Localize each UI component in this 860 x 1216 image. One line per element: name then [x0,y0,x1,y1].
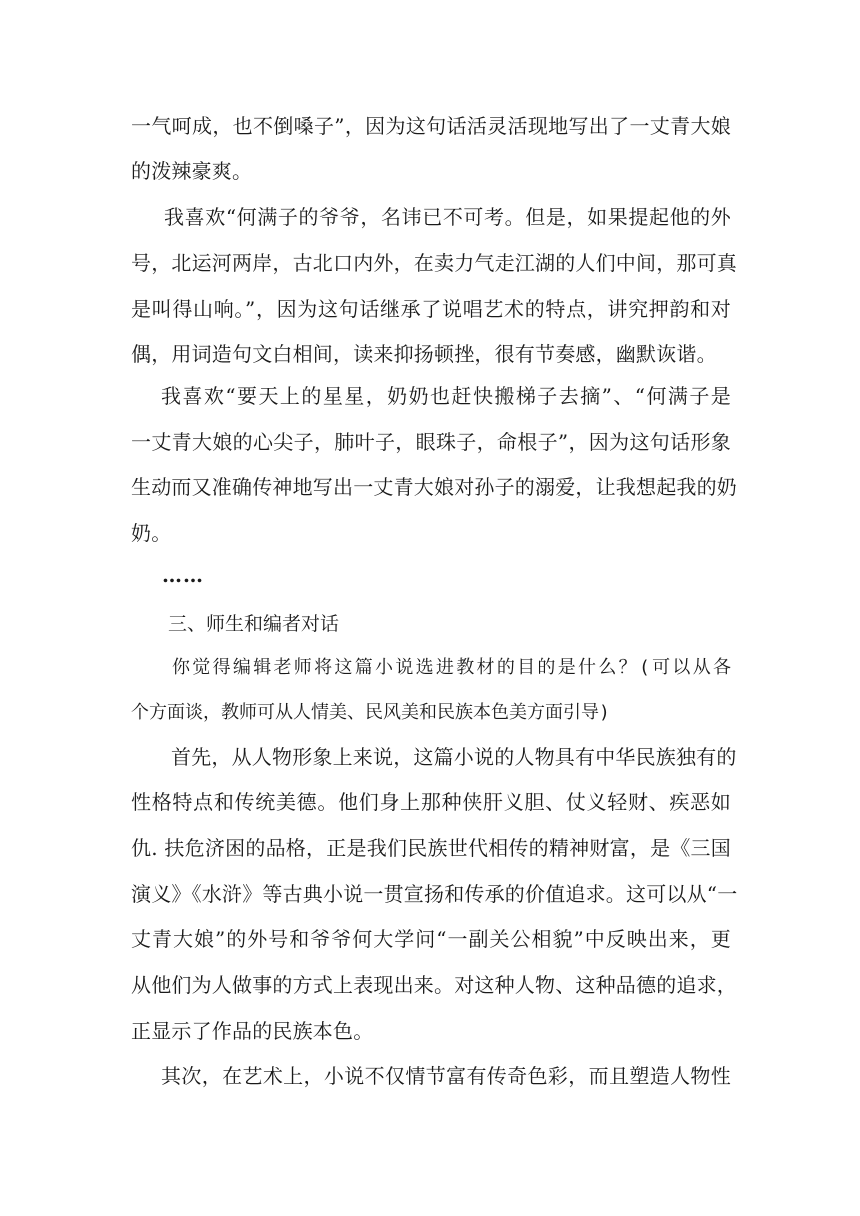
paragraph-2-line-3: 是叫得山响。”，因为这句话继承了说唱艺术的特点，讲究押韵和对 [131,297,731,321]
paragraph-1-line-2: 的泼辣豪爽。 [131,159,253,183]
paragraph-5-line-3: 仇. 扶危济困的品格，正是我们民族世代相传的精神财富，是《三国 [131,836,731,860]
paragraph-1-line-1: 一气呵成，也不倒嗓子”，因为这句话活灵活现地写出了一丈青大娘 [131,114,731,138]
paragraph-3-line-2: 一丈青大娘的心尖子，肺叶子，眼珠子，命根子”，因为这句话形象 [131,430,731,454]
paragraph-2-line-1: 我喜欢“何满子的爷爷，名讳已不可考。但是，如果提起他的外 [164,205,731,229]
paragraph-3-line-4: 奶。 [131,521,172,545]
paragraph-5-line-7: 正显示了作品的民族本色。 [131,1019,374,1043]
paragraph-4-line-1: 你觉得编辑老师将这篇小说选进教材的目的是什么？(可以从各 [172,657,731,678]
paragraph-5-line-5: 丈青大娘”的外号和爷爷何大学问“一副关公相貌”中反映出来，更 [131,927,731,951]
paragraph-5-line-6: 从他们为人做事的方式上表现出来。对这种人物、这种品德的追求， [131,973,737,997]
paragraph-3-line-1: 我喜欢“要天上的星星，奶奶也赶快搬梯子去摘”、“何满子是 [161,384,731,408]
ellipsis: …… [162,563,204,587]
paragraph-5-line-1: 首先，从人物形象上来说，这篇小说的人物具有中华民族独有的 [171,745,737,769]
paragraph-3-line-3: 生动而又准确传神地写出一丈青大娘对孙子的溺爱，让我想起我的奶 [131,475,737,499]
section-heading: 三、师生和编者对话 [168,613,340,635]
paragraph-2-line-2: 号，北运河两岸，古北口内外，在卖力气走江湖的人们中间，那可真 [131,251,737,275]
paragraph-4-line-2: 个方面谈，教师可从人情美、民风美和民族本色美方面引导) [131,702,610,723]
paragraph-5-line-4: 演义》《水浒》等古典小说一贯宣扬和传承的价值追求。这可以从“一 [131,882,738,906]
paragraph-6-line-1: 其次，在艺术上，小说不仅情节富有传奇色彩，而且塑造人物性 [161,1064,731,1088]
paragraph-2-line-4: 偶，用词造句文白相间，读来抑扬顿挫，很有节奏感，幽默诙谐。 [131,342,717,366]
paragraph-5-line-2: 性格特点和传统美德。他们身上那种侠肝义胆、仗义轻财、疾恶如 [131,790,731,814]
